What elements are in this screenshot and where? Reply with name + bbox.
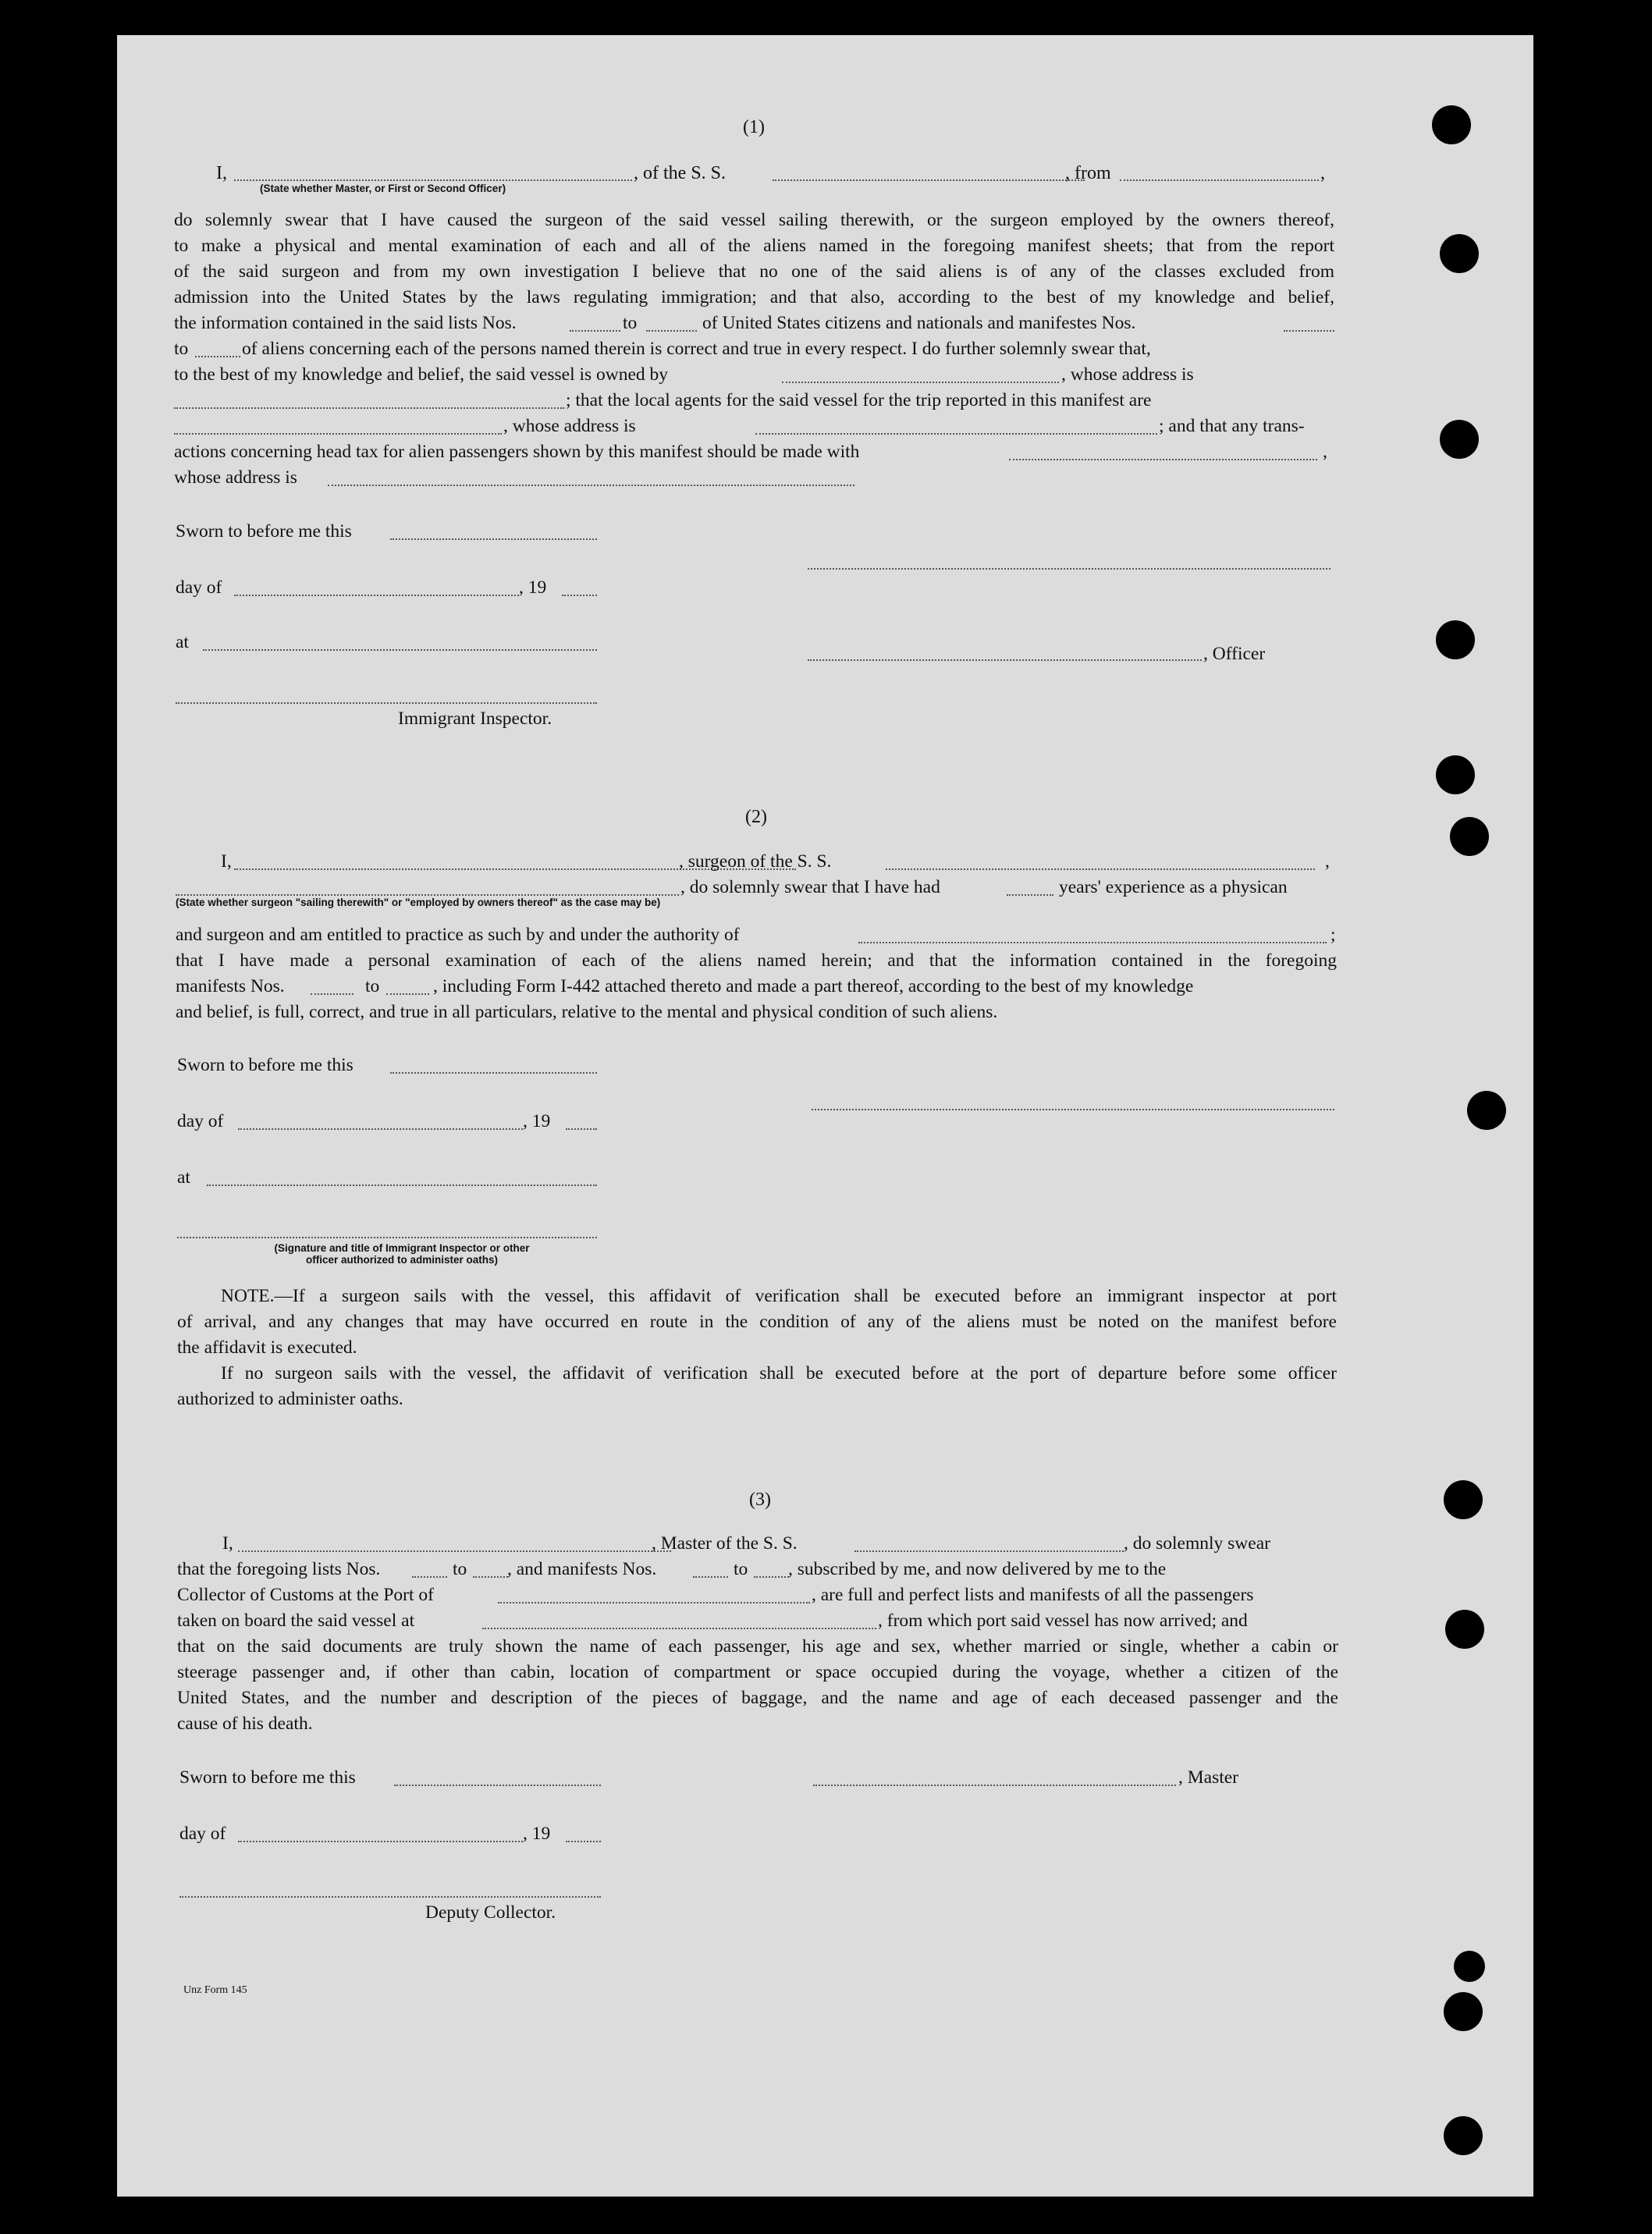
s1-inspector: Immigrant Inspector. [398,709,552,729]
s3-lists-d: to [734,1559,748,1579]
s3-master-name-blank[interactable] [238,1550,671,1552]
s1-aliens-b: of aliens concerning each of the persons named therein is correct and true in every respect. I do further solemnly swear that, [242,339,1151,359]
s2-i: I, [221,851,232,872]
s1-ship-name-blank[interactable] [773,179,1085,181]
s3-lists-to-blank[interactable] [473,1576,508,1578]
s3-manifests-to-blank[interactable] [754,1576,789,1578]
s2-year-blank[interactable] [566,1128,597,1130]
s2-manifests-to-blank[interactable] [386,993,429,995]
s1-owned-a: to the best of my knowledge and belief, the said vessel is owned by [174,364,669,385]
s3-master-signature-blank[interactable] [813,1785,1176,1786]
s2-note-line-3: the affidavit is executed. [177,1337,357,1358]
s2-man-a: manifests Nos. [176,976,285,996]
s3-lists-c: , and manifests Nos. [507,1559,657,1579]
s1-owner-address-blank[interactable] [174,407,564,409]
s1-sworn: Sworn to before me this [176,521,352,542]
s3-master-of: , Master of the S. S. [652,1533,798,1554]
s1-head-tax-address-blank[interactable] [328,485,854,486]
s3-lists-b: to [453,1559,467,1579]
s3-lists-e: , subscribed by me, and now delivered by me to the [788,1559,1167,1579]
s3-coll-a: Collector of Customs at the Port of [177,1585,434,1605]
s1-lists-b: to [623,313,638,333]
s3-port-blank[interactable] [498,1602,810,1604]
s3-coll-b: , are full and perfect lists and manifests of all the passengers [812,1585,1254,1605]
s2-end: , [1325,851,1330,872]
punch-hole-8 [1444,1480,1483,1519]
s3-taken-a: taken on board the said vessel at [177,1611,415,1631]
s1-manifests-from-blank[interactable] [1284,330,1334,332]
punch-hole-2 [1440,234,1479,273]
section-2-number: (2) [745,807,767,827]
s2-surgeon-type-blank[interactable] [176,894,679,896]
s1-head-b: , [1323,442,1327,462]
s3-body-line-4: cause of his death. [177,1714,313,1734]
s2-day: day of [177,1111,224,1131]
s2-man-b: to [365,976,380,996]
s3-taken-at-blank[interactable] [482,1628,876,1629]
s3-day: day of [179,1824,226,1844]
s1-lists-a: the information contained in the said lists Nos. [174,313,517,333]
s1-manifests-to-blank[interactable] [195,356,240,357]
form-id: Unz Form 145 [183,1984,247,1996]
s3-ship-blank[interactable] [854,1550,1124,1552]
s2-surgeon-note: (State whether surgeon "sailing therewith" or "employed by owners thereof" as the case may be) [176,897,661,908]
s2-swear-a: , do solemnly swear that I have had [680,877,940,897]
punch-hole-1 [1432,105,1471,144]
s3-body-line-3: United States, and the number and description of the pieces of baggage, and the name and age of each deceased passenger and the [177,1688,1338,1708]
s1-end-comma: , [1320,163,1325,183]
s1-officer-blank[interactable] [808,659,1202,661]
s1-from-blank[interactable] [1120,179,1319,181]
s3-body-line-1: that on the said documents are truly shown the name of each passenger, his age and sex, whether married or single, whether a cabin or [177,1636,1338,1657]
s2-body-line-4: and belief, is full, correct, and true in all particulars, relative to the mental and physical condition of such aliens. [176,1002,998,1022]
s2-at-blank[interactable] [207,1184,597,1186]
s1-body-line-1: do solemnly swear that I have caused the surgeon of the said vessel sailing therewith, or the surgeon employed by the owners thereof, [174,210,1334,230]
punch-hole-7 [1467,1091,1506,1130]
s1-day-blank[interactable] [234,595,519,596]
s1-year-blank[interactable] [562,595,597,596]
punch-hole-11 [1444,1992,1483,2031]
s2-ship-blank[interactable] [886,868,1315,870]
s1-body-line-4: admission into the United States by the laws regulating immigration; and that also, according to the best of my knowledge and belief, [174,287,1334,307]
s3-swear: , do solemnly swear [1124,1533,1270,1554]
s3-deputy: Deputy Collector. [425,1902,556,1923]
s2-man-c: , including Form I-442 attached thereto and made a part thereof, according to the best of my knowledge [433,976,1194,996]
s1-agents-blank[interactable] [174,433,502,435]
s2-auth-b: ; [1330,925,1336,945]
s2-nineteen: , 19 [523,1111,551,1131]
s3-nineteen: , 19 [523,1824,551,1844]
s1-addr-a: , whose address is [503,416,636,436]
s2-at: at [177,1167,190,1188]
s1-lists-from-blank[interactable] [570,330,620,332]
s1-head-tax-blank[interactable] [1009,459,1317,460]
s3-master: , Master [1178,1767,1239,1788]
s3-manifests-from-blank[interactable] [693,1576,728,1578]
s3-sworn-blank[interactable] [394,1785,601,1786]
s1-body-line-2: to make a physical and mental examination of each and all of the aliens named in the foregoing manifest sheets; that from the report [174,236,1334,256]
s1-addr-b: ; and that any trans- [1159,416,1305,436]
punch-hole-5 [1436,755,1475,794]
s2-surgeon: , surgeon of the S. S. [679,851,832,872]
s1-aliens-a: to [174,339,189,359]
s2-sig-note-2: officer authorized to administer oaths) [305,1254,499,1266]
s2-sig-note-1: (Signature and title of Immigrant Inspector or other [274,1242,530,1254]
s3-deputy-blank[interactable] [179,1896,601,1898]
s2-inspector-signature-blank[interactable] [177,1237,597,1238]
s3-i: I, [222,1533,233,1554]
s1-officer: , Officer [1203,644,1266,664]
s1-inspector-blank[interactable] [176,702,597,704]
s2-signature-blank[interactable] [812,1109,1334,1110]
s2-swear-b: years' experience as a physican [1059,877,1288,897]
section-1-number: (1) [743,117,765,137]
s1-agents-address-blank[interactable] [755,433,1157,435]
s1-officer-note: (State whether Master, or First or Second Officer) [260,183,506,194]
s1-owned-b: , whose address is [1061,364,1194,385]
s3-body-line-2: steerage passenger and, if other than cabin, location of compartment or space occupied during the voyage, whether a citizen of the [177,1662,1338,1682]
punch-hole-10 [1454,1951,1485,1982]
s1-owner-blank[interactable] [782,382,1059,383]
s1-nineteen: , 19 [519,577,547,598]
s1-agents: ; that the local agents for the said vessel for the trip reported in this manifest are [566,390,1152,410]
punch-hole-3 [1440,420,1479,459]
s1-at-blank[interactable] [203,649,597,651]
s2-body-line-2: that I have made a personal examination of each of the aliens named herein; and that the information contained in the foregoing [176,950,1337,971]
s1-head-a: actions concerning head tax for alien passengers shown by this manifest should be made with [174,442,860,462]
s2-auth-a: and surgeon and am entitled to practice as such by and under the authority of [176,925,740,945]
s1-lists-c: of United States citizens and nationals and manifestes Nos. [702,313,1136,333]
s2-years-blank[interactable] [1007,894,1053,896]
s3-taken-b: , from which port said vessel has now arrived; and [878,1611,1248,1631]
s2-sworn: Sworn to before me this [177,1055,353,1075]
s3-sworn: Sworn to before me this [179,1767,356,1788]
s3-year-blank[interactable] [566,1841,601,1842]
punch-hole-12 [1444,2116,1483,2155]
s2-note2-line-2: authorized to administer oaths. [177,1389,403,1409]
manifest-page [117,35,1533,2197]
punch-hole-6 [1450,817,1489,856]
s3-day-blank[interactable] [238,1841,523,1842]
s2-sworn-blank[interactable] [390,1072,597,1074]
s2-note2-line-1: If no surgeon sails with the vessel, the affidavit of verification shall be executed before at the port of departure before some officer [221,1363,1337,1383]
s3-lists-from-blank[interactable] [412,1576,447,1578]
punch-hole-9 [1445,1610,1484,1649]
s1-whose: whose address is [174,467,297,488]
s1-of-the-ss: , of the S. S. [634,163,727,183]
s2-authority-blank[interactable] [858,942,1327,943]
s1-body-line-3: of the said surgeon and from my own investigation I believe that no one of the said aliens is of any of the classes excluded from [174,261,1334,282]
s1-sworn-blank[interactable] [390,538,597,540]
s1-day: day of [176,577,222,598]
s1-from: , from [1065,163,1111,183]
s1-i: I, [216,163,227,183]
s1-at: at [176,632,189,652]
s1-lists-to-blank[interactable] [646,330,697,332]
punch-hole-4 [1436,620,1475,659]
s3-lists-a: that the foregoing lists Nos. [177,1559,381,1579]
s1-officer-rank-blank[interactable] [234,179,632,181]
section-3-number: (3) [749,1490,771,1510]
s2-manifests-from-blank[interactable] [311,993,353,995]
s2-note-line-2: of arrival, and any changes that may have occurred en route in the condition of any of the aliens must be noted on the manifest before [177,1312,1337,1332]
s2-day-blank[interactable] [238,1128,523,1130]
s1-signature-blank[interactable] [808,568,1330,570]
s2-note-line-1: NOTE.—If a surgeon sails with the vessel, this affidavit of verification shall be executed before an immigrant inspector at port [221,1286,1337,1306]
